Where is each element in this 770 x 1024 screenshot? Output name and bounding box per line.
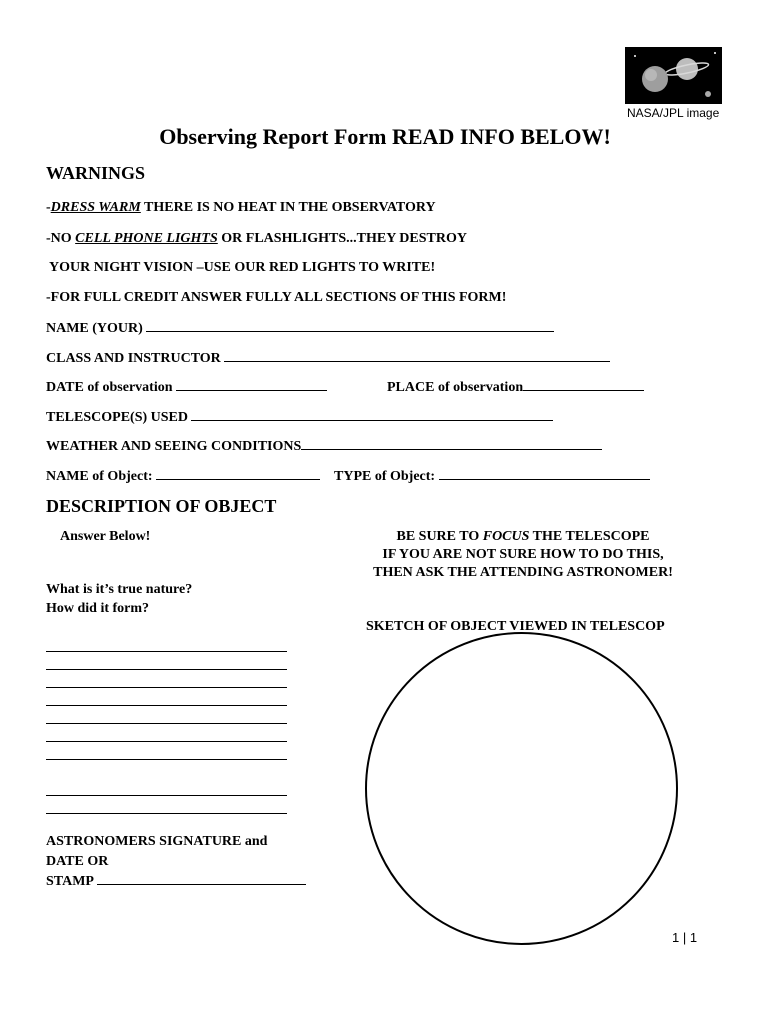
warning-no-lights: -NO CELL PHONE LIGHTS OR FLASHLIGHTS...THEY DESTROY: [46, 231, 467, 246]
object-type-blank[interactable]: [439, 467, 650, 480]
telescope-field[interactable]: TELESCOPE(S) USED: [46, 408, 553, 426]
class-instructor-field[interactable]: CLASS AND INSTRUCTOR: [46, 349, 610, 367]
name-blank[interactable]: [146, 319, 554, 332]
name-field[interactable]: NAME (YOUR): [46, 319, 554, 337]
place-field[interactable]: PLACE of observation: [387, 378, 644, 396]
answer-line[interactable]: [46, 669, 287, 670]
date-blank[interactable]: [176, 378, 327, 391]
answer-line[interactable]: [46, 741, 287, 742]
weather-blank[interactable]: [301, 437, 602, 450]
object-name-blank[interactable]: [156, 467, 320, 480]
answer-line[interactable]: [46, 705, 287, 706]
answer-line[interactable]: [46, 687, 287, 688]
warning-full-credit: -FOR FULL CREDIT ANSWER FULLY ALL SECTIONS OF THIS FORM!: [46, 290, 507, 305]
answer-line[interactable]: [46, 759, 287, 760]
object-name-field[interactable]: NAME of Object:: [46, 467, 320, 485]
description-heading: DESCRIPTION OF OBJECT: [46, 496, 277, 516]
saturn-image: [625, 47, 722, 104]
question-how-formed: How did it form?: [46, 601, 150, 616]
object-type-field[interactable]: TYPE of Object:: [334, 467, 650, 485]
telescope-blank[interactable]: [191, 408, 553, 421]
page-title: Observing Report Form READ INFO BELOW!: [159, 124, 611, 149]
weather-field[interactable]: WEATHER AND SEEING CONDITIONS: [46, 437, 602, 455]
focus-instructions: BE SURE TO FOCUS THE TELESCOPE IF YOU ARE NOT SURE HOW TO DO THIS, THEN ASK THE ATTENDING ASTRONOMER!: [373, 529, 673, 580]
answer-below-label: Answer Below!: [60, 529, 151, 544]
warning-dress-warm: -DRESS WARM THERE IS NO HEAT IN THE OBSERVATORY: [46, 200, 436, 215]
answer-line[interactable]: [46, 813, 287, 814]
signature-block: ASTRONOMERS SIGNATURE and DATE OR STAMP: [46, 832, 306, 892]
warnings-heading: WARNINGS: [46, 163, 146, 183]
question-true-nature: What is it’s true nature?: [46, 582, 193, 597]
answer-line[interactable]: [46, 795, 287, 796]
class-instructor-blank[interactable]: [224, 349, 610, 362]
signature-blank[interactable]: [97, 872, 306, 885]
warning-night-vision: YOUR NIGHT VISION –USE OUR RED LIGHTS TO WRITE!: [46, 260, 436, 275]
sketch-label: SKETCH OF OBJECT VIEWED IN TELESCOP: [366, 619, 665, 634]
answer-line[interactable]: [46, 723, 287, 724]
page-number: 1 | 1: [672, 930, 698, 945]
place-blank[interactable]: [523, 378, 644, 391]
image-caption: NASA/JPL image: [627, 106, 720, 120]
answer-line[interactable]: [46, 651, 287, 652]
date-field[interactable]: DATE of observation: [46, 378, 327, 396]
sketch-circle[interactable]: [365, 632, 678, 945]
